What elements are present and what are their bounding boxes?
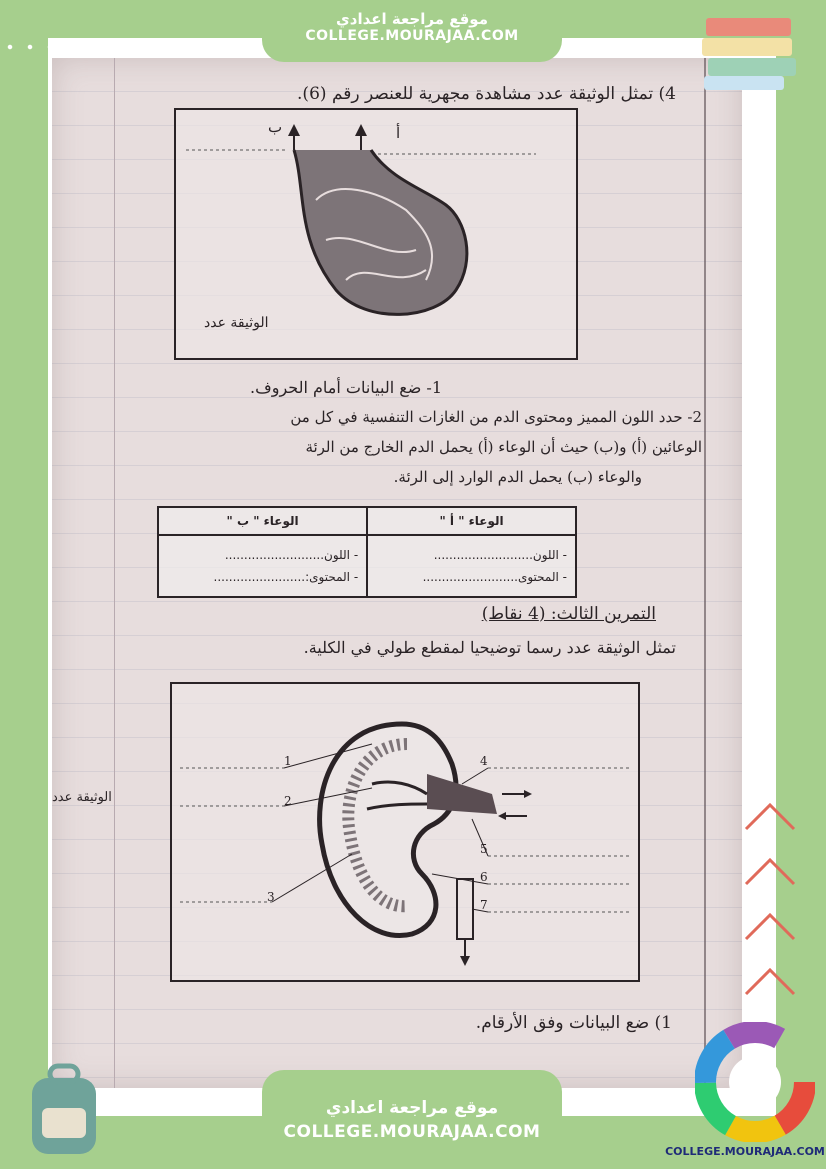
alveolus-figure-box [174,108,578,360]
site-domain-bottom[interactable]: COLLEGE.MOURAJAA.COM [283,1122,541,1142]
cell-a-content: - المحتوى......................... [422,570,567,584]
exercise-3-intro: تمثل الوثيقة عدد رسما توضيحيا لمقطع طولي في الكلية. [303,638,676,657]
question-1: 1- ضع البيانات أمام الحروف. [250,378,442,397]
kidney-label-4: 4 [480,754,488,768]
cell-b-color: - اللون.......................... [224,548,359,562]
cell-b-content: - المحتوى:........................ [213,570,359,584]
notebook-page [52,58,742,1088]
kidney-label-1: 1 [284,754,292,768]
books-icon [698,10,803,95]
decorative-dots-right [560,40,710,54]
document-caption-1: الوثيقة عدد [204,315,269,331]
chevron-up-icon [740,850,800,890]
question-2-line2: الوعائين (أ) و(ب) حيث أن الوعاء (أ) يحمل الدم الخارج من الرئة [305,438,702,456]
site-logo-icon [695,1022,815,1142]
backpack-icon [14,1060,114,1160]
site-name-top: موقع مراجعة اعدادي [336,10,488,28]
kidney-figure-box [170,682,640,982]
question-2-line1: 2- حدد اللون المميز ومحتوى الدم من الغازات التنفسية في كل من [290,408,702,426]
kidney-label-6: 6 [480,870,488,884]
label-a: أ [396,124,401,142]
document-caption-2: الوثيقة عدد [52,790,112,805]
chevron-up-icon [740,960,800,1000]
table-header-b: الوعاء " ب " [158,507,367,535]
kidney-label-5: 5 [480,842,488,856]
table-header-a: الوعاء " أ " [367,507,576,535]
margin-line [704,58,706,1088]
kidney-label-3: 3 [267,890,275,904]
table-cell-b [158,535,367,597]
kidney-label-2: 2 [284,794,292,808]
chevron-up-icon [740,795,800,835]
decorative-dots-left [0,40,260,54]
site-domain-top[interactable]: COLLEGE.MOURAJAA.COM [305,28,519,44]
top-banner [262,0,562,62]
site-name-bottom: موقع مراجعة اعدادي [325,1098,499,1118]
kidney-label-7: 7 [480,898,488,912]
exercise-3-title: التمرين الثالث: (4 نقاط) [481,604,656,624]
cell-a-color: - اللون.......................... [433,548,567,562]
question-2-line3: والوعاء (ب) يحمل الدم الوارد إلى الرئة. [393,468,642,486]
kidney-diagram [172,684,638,980]
chevron-up-icon [740,905,800,945]
gas-content-table [157,506,577,598]
question-4-intro: 4) تمثل الوثيقة عدد مشاهدة مجهرية للعنصر رقم (6). [297,84,676,104]
table-cell-a [367,535,576,597]
bottom-banner [262,1070,562,1169]
logo-domain[interactable]: COLLEGE.MOURAJAA.COM [665,1145,825,1158]
exercise-3-question-1: 1) ضع البيانات وفق الأرقام. [475,1013,672,1033]
label-b: ب [268,118,283,136]
left-margin-line [114,58,115,1088]
